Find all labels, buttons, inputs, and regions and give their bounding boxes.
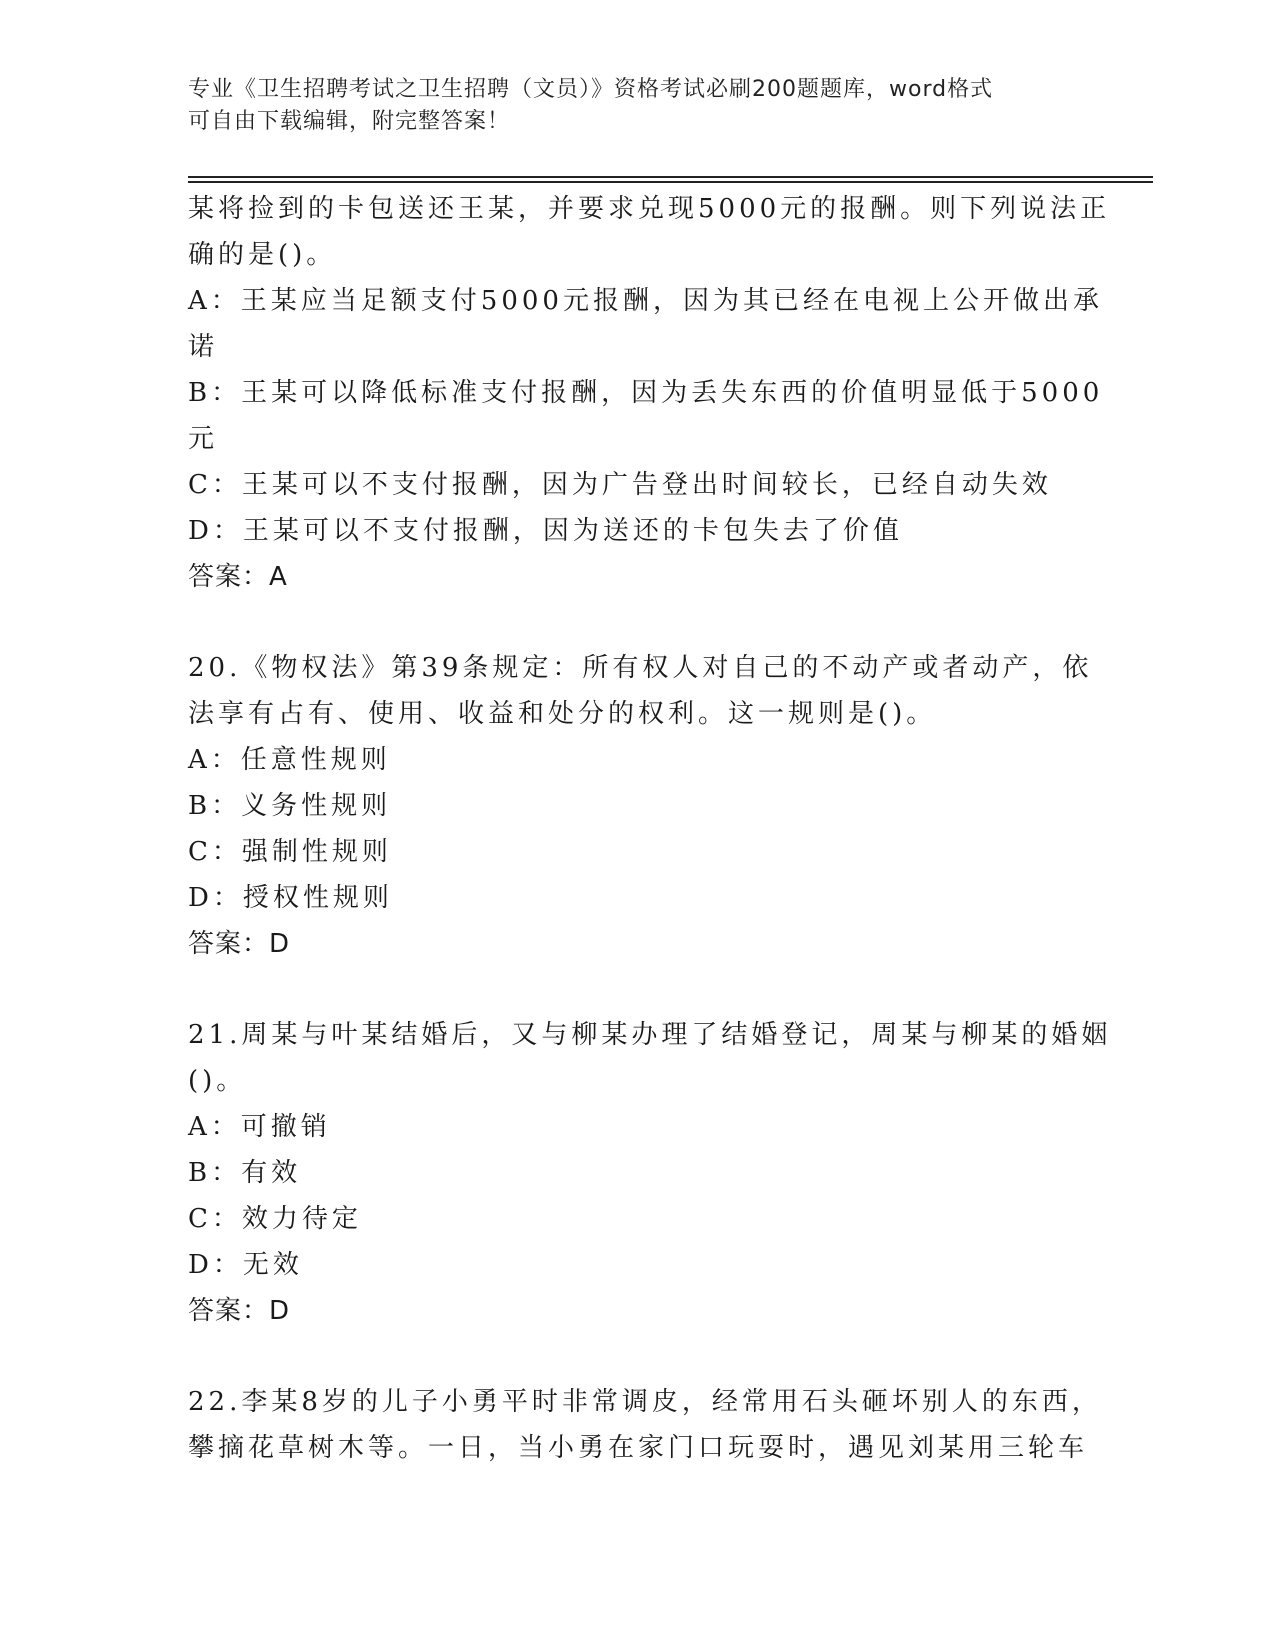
option-d: D：授权性规则 (188, 883, 393, 913)
header-divider-bottom (188, 181, 1153, 183)
option-a: A：王某应当足额支付5000元报酬，因为其已经在电视上公开做出承 (188, 286, 1103, 316)
option-c: C：效力待定 (188, 1204, 362, 1234)
question-stem-line: 攀摘花草树木等。一日，当小勇在家门口玩耍时，遇见刘某用三轮车 (188, 1433, 1089, 1463)
question-22 (188, 1379, 1102, 1471)
option-b: B：有效 (188, 1158, 302, 1188)
option-c: C：王某可以不支付报酬，因为广告登出时间较长，已经自动失效 (188, 470, 1052, 500)
question-21 (188, 1012, 1112, 1334)
option-b: B：义务性规则 (188, 791, 392, 821)
option-b: B：王某可以降低标准支付报酬，因为丢失东西的价值明显低于5000 (188, 378, 1104, 408)
question-list (188, 186, 1112, 1471)
header-divider-top (188, 176, 1153, 178)
option-a: A：任意性规则 (188, 745, 391, 775)
answer-line: 答案：D (188, 1296, 291, 1326)
question-stem-line: 法享有占有、使用、收益和处分的权利。这一规则是()。 (188, 699, 937, 729)
option-d: D：王某可以不支付报酬，因为送还的卡包失去了价值 (188, 516, 903, 546)
header-line-2: 可自由下载编辑，附完整答案！ (188, 109, 511, 134)
question-19 (188, 186, 1111, 600)
document-header (188, 74, 1068, 138)
question-stem-line: 22.李某8岁的儿子小勇平时非常调皮，经常用石头砸坏别人的东西， (188, 1387, 1102, 1417)
question-20 (188, 645, 1093, 967)
option-a-continued: 诺 (188, 332, 219, 362)
option-d: D：无效 (188, 1250, 303, 1280)
header-line-1: 专业《卫生招聘考试之卫生招聘（文员）》资格考试必刷200题题库，word格式 (188, 77, 994, 102)
answer-line: 答案：A (188, 562, 288, 592)
question-stem-line: 21.周某与叶某结婚后，又与柳某办理了结婚登记，周某与柳某的婚姻 (188, 1020, 1112, 1050)
question-stem-line: 某将捡到的卡包送还王某，并要求兑现5000元的报酬。则下列说法正 (188, 194, 1111, 224)
option-a: A：可撤销 (188, 1112, 331, 1142)
answer-line: 答案：D (188, 929, 291, 959)
question-stem-line: ()。 (188, 1066, 247, 1096)
option-c: C：强制性规则 (188, 837, 392, 867)
question-stem-line: 20.《物权法》第39条规定：所有权人对自己的不动产或者动产，依 (188, 653, 1093, 683)
question-stem-line: 确的是()。 (188, 240, 337, 270)
option-b-continued: 元 (188, 424, 219, 454)
